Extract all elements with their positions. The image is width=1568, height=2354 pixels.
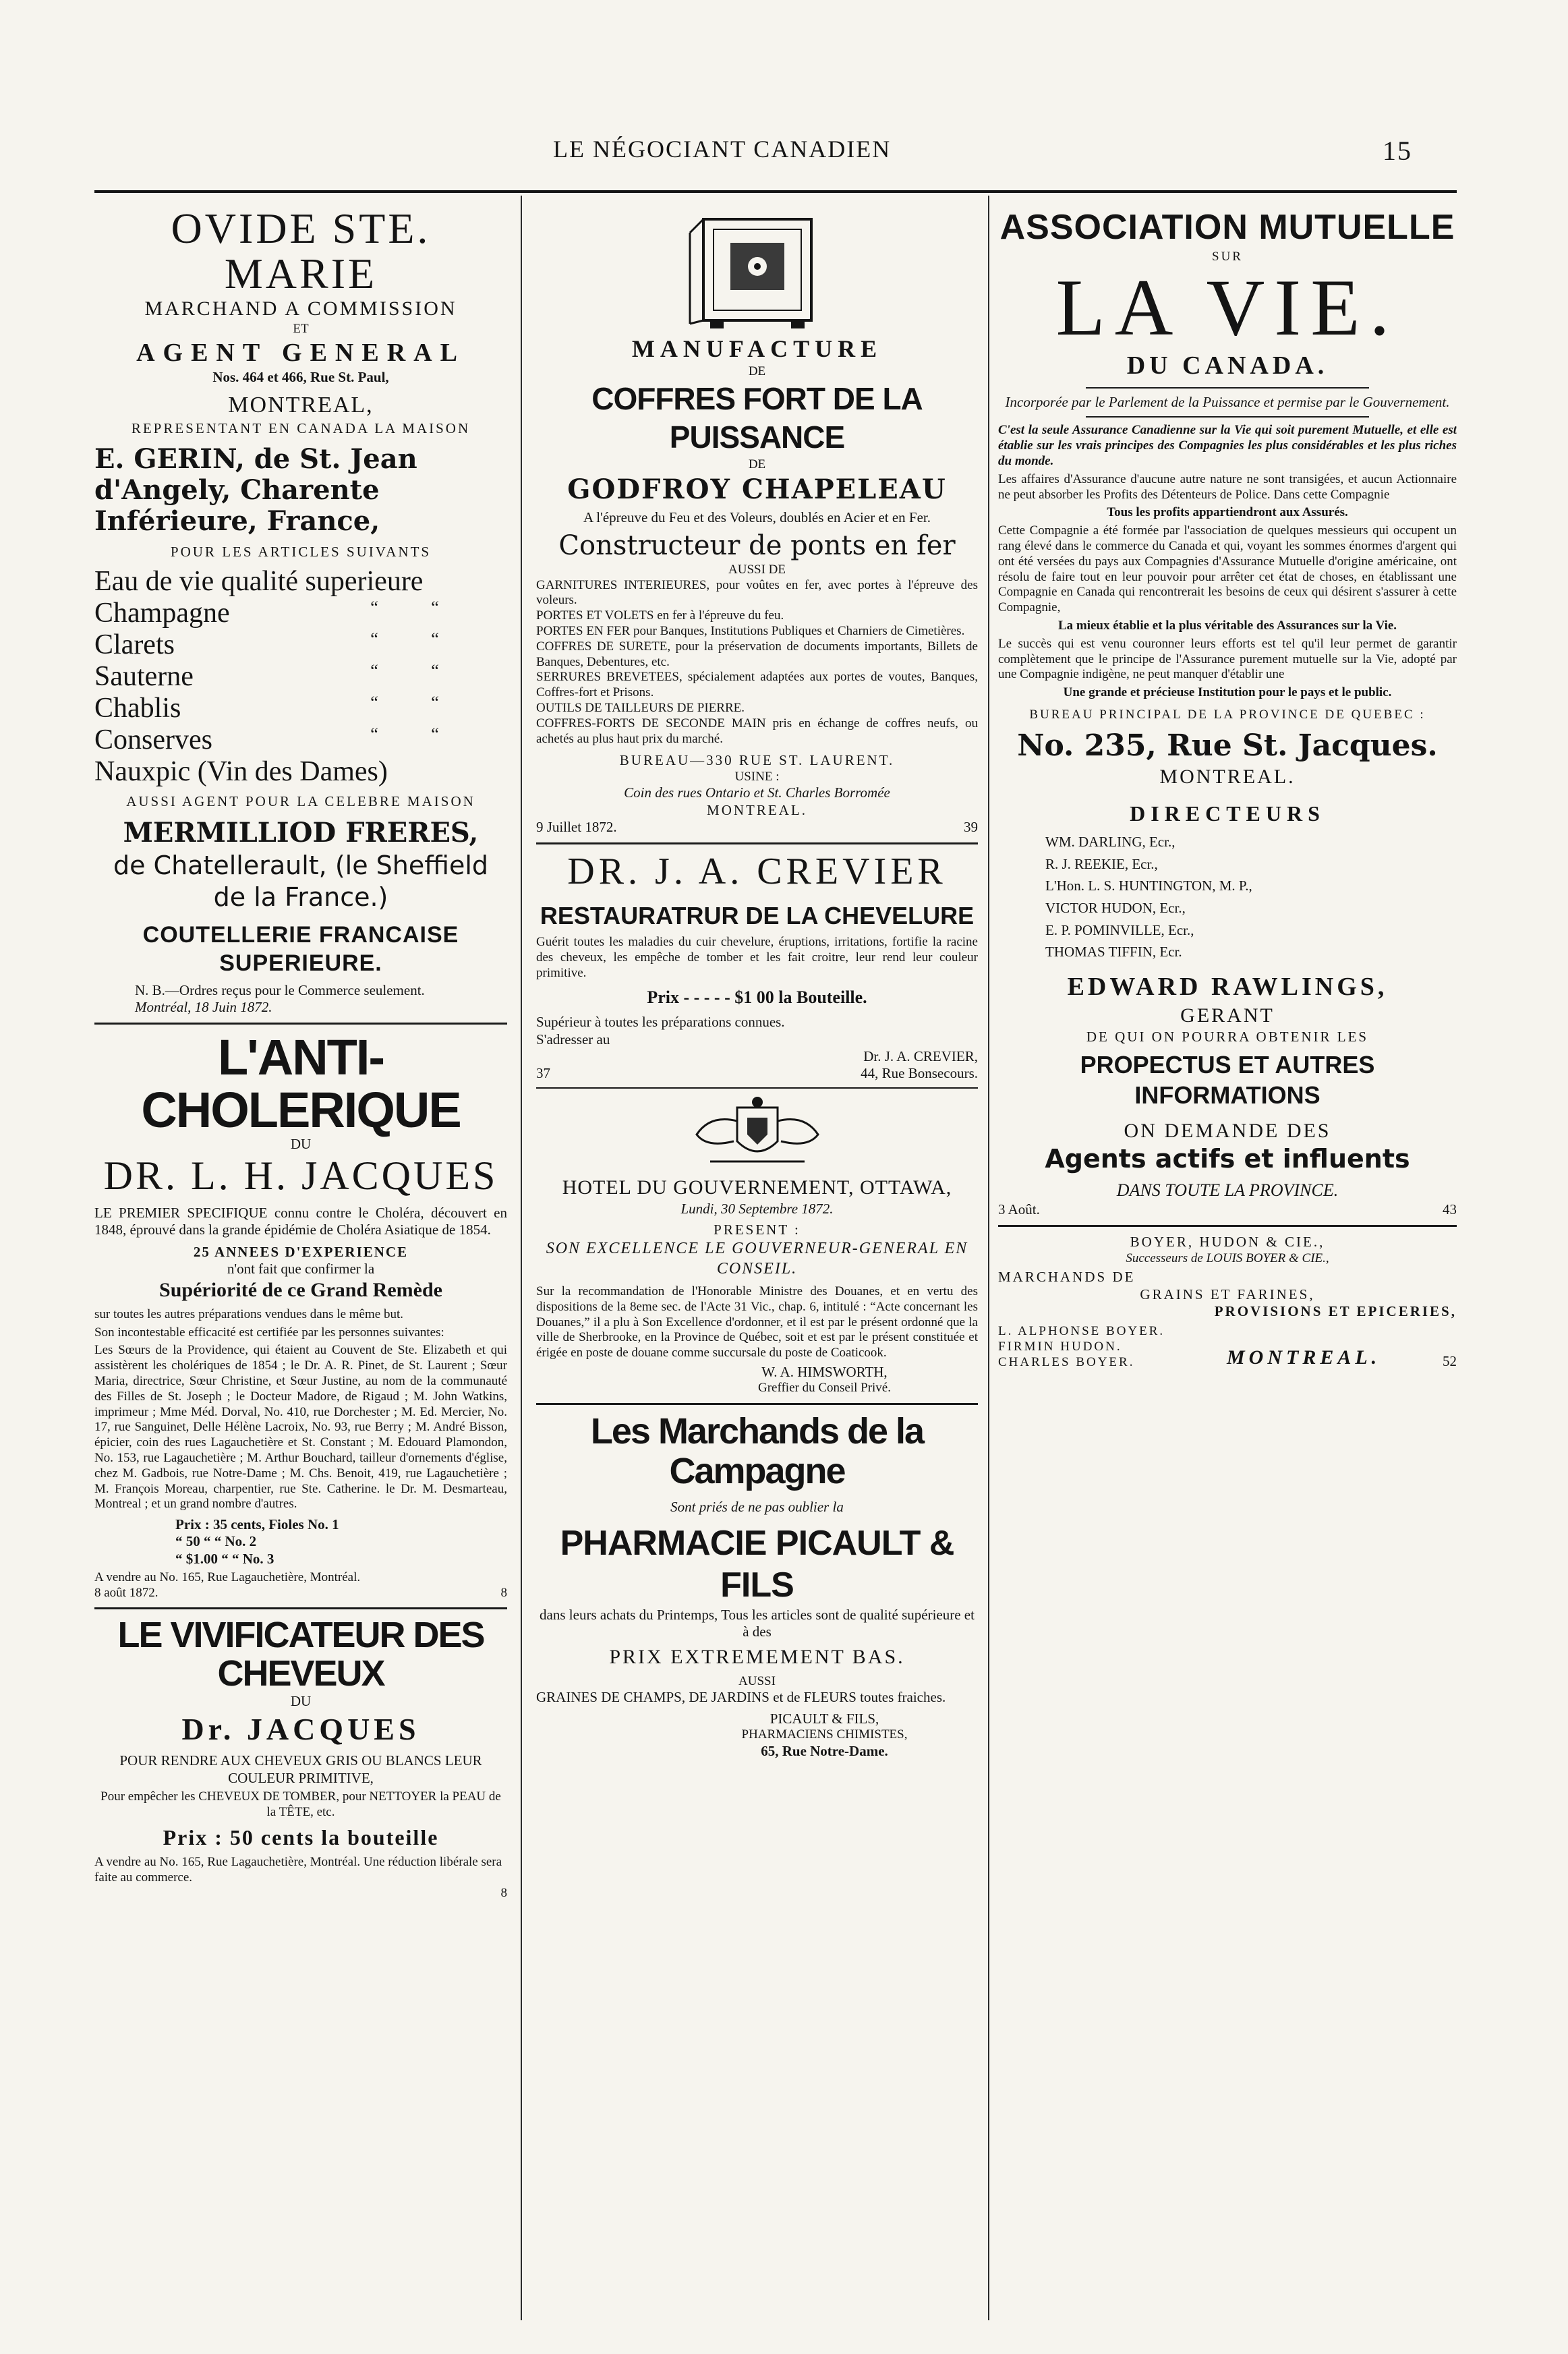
list-item: CHARLES BOYER. xyxy=(998,1354,1135,1369)
safe-illustration-icon xyxy=(683,206,832,334)
ad-separator xyxy=(1086,387,1369,389)
ad-address: No. 235, Rue St. Jacques. xyxy=(1017,728,1438,763)
ad-text: PRESENT : xyxy=(714,1221,801,1238)
ad-text: Les affaires d'Assurance d'aucune autre nature ne sont transigées, et aucun Actionnaire ne peut absorber les Profits des Détenteurs de Police. Dans cette Compagnie xyxy=(998,471,1457,502)
column-2 xyxy=(536,206,978,2314)
ad-heading: LE VIVIFICATEUR DES CHEVEUX xyxy=(117,1615,484,1694)
item-name: Nauxpic (Vin des Dames) xyxy=(94,756,388,788)
header-rule xyxy=(94,190,1457,193)
ad-separator xyxy=(998,1225,1457,1227)
ad-text: dans leurs achats du Printemps, Tous les articles sont de qualité supérieure et à des xyxy=(540,1606,975,1640)
ad-text: C'est la seule Assurance Canadienne sur la Vie qui soit purement Mutuelle, et elle est établie sur les vrais principes des Compagnies les plus considérables et les plus riches du monde. xyxy=(998,423,1457,469)
ad-text: La mieux établie et la plus véritable des Assurances sur la Vie. xyxy=(1057,619,1397,633)
ad-separator xyxy=(94,1023,507,1025)
ad-agents: Agents actifs et influents xyxy=(1045,1144,1410,1174)
ad-reference: 37 xyxy=(536,1064,550,1081)
ad-text: DE QUI ON POURRA OBTENIR LES xyxy=(1086,1028,1369,1045)
coat-of-arms-icon xyxy=(670,1094,845,1175)
ad-manager-title: GERANT xyxy=(1180,1004,1275,1027)
ad-text: Une grande et précieuse Institution pour le pays et le public. xyxy=(1063,685,1392,700)
ad-doctor-name: DR. L. H. JACQUES xyxy=(103,1153,498,1198)
ad-intro: A l'épreuve du Feu et des Voleurs, doublés en Acier et en Fer. xyxy=(583,509,931,525)
ad-doctor-name: Dr. JACQUES xyxy=(181,1711,420,1746)
ad-text: MARCHANDS DE xyxy=(998,1269,1136,1286)
ad-separator xyxy=(536,1087,978,1089)
ad-representation: REPRESENTANT EN CANADA LA MAISON xyxy=(131,420,471,436)
ad-sale-address: A vendre au No. 165, Rue Lagauchetière, Montréal. xyxy=(94,1570,361,1584)
ad-price: Prix - - - - - $1 00 la Bouteille. xyxy=(647,987,867,1007)
list-item: GARNITURES INTERIEURES, pour voûtes en fer, avec portes à l'épreuve des voleurs. xyxy=(536,577,978,608)
ad-date: 9 Juillet 1872. xyxy=(536,818,617,835)
ad-date: Lundi, 30 Septembre 1872. xyxy=(680,1200,834,1217)
ad-heading: OVIDE STE. MARIE xyxy=(171,206,431,298)
ad-item-list xyxy=(94,566,507,788)
column-1 xyxy=(94,206,507,2314)
item-name: Eau de vie qualité superieure xyxy=(94,566,424,598)
ad-date: 8 août 1872. xyxy=(94,1585,158,1600)
ad-heading: BOYER, HUDON & CIE., xyxy=(1130,1234,1325,1251)
ad-heading: RESTAURATRUR DE LA CHEVELURE xyxy=(540,902,975,930)
ditto-mark: “ xyxy=(431,661,439,681)
list-item: L. ALPHONSE BOYER. xyxy=(998,1324,1165,1339)
ditto-mark: “ xyxy=(431,598,439,618)
ad-marchands xyxy=(536,1412,978,1760)
list-item: SERRURES BREVETEES, spécialement adaptées aux portes de voutes, Banques, Coffres-fort et Prisons. xyxy=(536,670,978,700)
ad-footer xyxy=(998,1201,1457,1218)
ad-connector: DU xyxy=(290,1136,312,1153)
ad-directors-list xyxy=(998,831,1457,963)
list-item: E. P. POMINVILLE, Ecr., xyxy=(1045,921,1194,938)
ad-subheading: DU CANADA. xyxy=(1126,351,1329,380)
ad-separator xyxy=(94,1607,507,1609)
ad-vivificateur xyxy=(94,1616,507,1901)
ad-firm-city: de Chatellerault, (le Sheffield de la France.) xyxy=(113,850,489,913)
price-line: Prix : 35 cents, Fioles No. 1 xyxy=(175,1516,339,1533)
ad-agent-title: AGENT GENERAL xyxy=(136,338,465,367)
ad-connector: AUSSI DE xyxy=(728,562,786,577)
ad-product-line: COUTELLERIE FRANCAISE SUPERIEURE. xyxy=(142,921,459,977)
ad-text: Tous les profits appartiendront aux Assurés. xyxy=(1107,505,1348,520)
ditto-mark: “ xyxy=(370,629,378,650)
item-name: Conserves xyxy=(94,724,212,756)
ditto-mark: “ xyxy=(370,724,378,745)
ad-heading: ASSOCIATION MUTUELLE xyxy=(999,208,1455,247)
ad-signer: W. A. HIMSWORTH, xyxy=(761,1363,888,1380)
ad-text: n'ont fait que confirmer la xyxy=(227,1261,375,1278)
ad-incorporation: Incorporée par le Parlement de la Puissance et permise par le Gouvernement. xyxy=(1005,394,1450,411)
ad-bureau: BUREAU—330 RUE ST. LAURENT. xyxy=(619,752,895,769)
ad-text: Successeurs de LOUIS BOYER & CIE., xyxy=(1126,1251,1329,1265)
ad-text: POUR RENDRE AUX CHEVEUX GRIS OU BLANCS LEUR COULEUR PRIMITIVE, xyxy=(119,1752,482,1786)
ad-sale-address: A vendre au No. 165, Rue Lagauchetière, Montréal. Une réduction libérale sera faite au commerce. xyxy=(94,1855,502,1885)
ad-anti-cholerique xyxy=(94,1031,507,1601)
ad-signer-title: PHARMACIENS CHIMISTES, xyxy=(741,1727,908,1742)
ad-reference: 39 xyxy=(964,818,978,835)
ad-usine-address: Coin des rues Ontario et St. Charles Borromée xyxy=(624,784,890,801)
price-line: “ 50 “ “ No. 2 xyxy=(175,1533,257,1550)
column-divider xyxy=(988,196,989,2320)
ad-footer xyxy=(536,1065,978,1082)
ad-city: MONTREAL. xyxy=(1227,1346,1381,1369)
ad-text: Le succès qui est venu couronner leurs efforts est tel qu'il leur permet de garantir complètement que le principe de l'Assurance purement mutuelle sur la Vie, adopté par une Compagnie indigène, ne peut manquer d'établir une xyxy=(998,636,1457,682)
item-name: Chablis xyxy=(94,693,181,724)
ad-subheading: PRIX EXTREMEMENT BAS. xyxy=(609,1646,905,1669)
ad-separator xyxy=(536,842,978,844)
ad-superiority: Supériorité de ce Grand Remède xyxy=(159,1279,442,1302)
ad-reference: 43 xyxy=(1443,1201,1457,1218)
ad-reference: 52 xyxy=(1443,1353,1457,1370)
ad-separator xyxy=(536,1403,978,1405)
ad-footer xyxy=(94,1586,507,1601)
ditto-mark: “ xyxy=(431,629,439,650)
ad-heading: HOTEL DU GOUVERNEMENT, OTTAWA, xyxy=(562,1176,952,1199)
ad-city: MONTREAL. xyxy=(707,801,807,818)
ad-heading: L'ANTI-CHOLERIQUE xyxy=(141,1029,461,1138)
ad-reference: 8 xyxy=(500,1885,507,1900)
ad-text: Son incontestable efficacité est certifiée par les personnes suivantes: xyxy=(94,1325,444,1340)
list-item xyxy=(94,756,507,788)
ad-text: S'adresser au xyxy=(536,1031,610,1047)
ad-note: N. B.—Ordres reçus pour le Commerce seulement. xyxy=(135,981,425,998)
ad-signer: PICAULT & FILS, xyxy=(770,1710,879,1727)
list-item: WM. DARLING, Ecr., xyxy=(1045,834,1175,851)
running-head xyxy=(0,135,1568,175)
column-3 xyxy=(998,206,1457,2314)
ad-articles-label: POUR LES ARTICLES SUIVANTS xyxy=(170,544,432,561)
ad-connector: ET xyxy=(293,321,309,336)
ad-firm-name: MERMILLIOD FRERES, xyxy=(123,816,479,849)
ad-text: GRAINS ET FARINES, xyxy=(1140,1286,1315,1302)
list-item: FIRMIN HUDON. xyxy=(998,1339,1122,1354)
ad-text: Cette Compagnie a été formée par l'association de quelques messieurs qui occupent un rang élevé dans le commerce du Canada et qui, voyant les sommes énormes d'argent qui ont été versées du pays aux Compagnies d'Assurance Mutuelle d'origine américaine, ont résolu de faire tout en leur pouvoir pour arrêter cet état de choses, en établissant une Compagnie en Canada qui rencontrerait les besoins de ceux qui désirent s'assurer à cette Compagnie, xyxy=(998,523,1457,615)
ad-pharmacy-name: PHARMACIE PICAULT & FILS xyxy=(560,1523,954,1605)
ad-text: Guérit toutes les maladies du cuir chevelure, éruptions, irritations, fortifie la racine des cheveux, les empêche de tomber et les fait croitre, leur rend leur couleur primitive. xyxy=(536,935,978,981)
ad-connector: DU xyxy=(290,1692,312,1709)
ad-boyer-hudon xyxy=(998,1234,1457,1370)
ad-address: Nos. 464 et 466, Rue St. Paul, xyxy=(212,369,389,386)
ad-manager: EDWARD RAWLINGS, xyxy=(1067,972,1388,1001)
ad-address: Dr. J. A. CREVIER, xyxy=(863,1047,978,1064)
list-item: PORTES EN FER pour Banques, Institutions Publiques et Charniers de Cimetières. xyxy=(536,623,965,638)
ad-address: 65, Rue Notre-Dame. xyxy=(761,1742,888,1759)
ad-intro: LE PREMIER SPECIFIQUE connu contre le Choléra, découvert en 1848, éprouvé dans la grande épidémie de Choléra Asiatique de 1854. xyxy=(94,1204,507,1238)
ad-separator xyxy=(1086,416,1369,418)
ditto-mark: “ xyxy=(370,598,378,618)
item-name: Champagne xyxy=(94,598,230,629)
ad-date: Montréal, 18 Juin 1872. xyxy=(135,998,272,1015)
ad-footer xyxy=(998,1324,1457,1370)
list-item xyxy=(94,598,507,629)
ad-coffres-fort xyxy=(536,206,978,836)
ad-text: GRAINES DE CHAMPS, DE JARDINS et de FLEURS toutes fraiches. xyxy=(536,1689,946,1706)
ditto-mark: “ xyxy=(370,693,378,713)
ad-footer xyxy=(536,819,978,836)
ad-connector: AUSSI xyxy=(738,1673,776,1688)
page-number: 15 xyxy=(1383,136,1412,166)
ad-price: Prix : 50 cents la bouteille xyxy=(163,1825,439,1850)
list-item: VICTOR HUDON, Ecr., xyxy=(1045,899,1186,916)
ad-owner: GODFROY CHAPELEAU xyxy=(567,473,947,505)
list-item xyxy=(94,629,507,661)
ad-usine-label: USINE : xyxy=(734,769,780,784)
ad-crevier xyxy=(536,851,978,1082)
list-item: R. J. REEKIE, Ecr., xyxy=(1045,855,1158,872)
ad-text: Sont priés de ne pas oublier la xyxy=(670,1498,844,1515)
ad-date: 3 Août. xyxy=(998,1201,1040,1218)
ad-text: ON DEMANDE DES xyxy=(1124,1119,1331,1142)
list-item xyxy=(94,693,507,724)
list-item xyxy=(94,724,507,756)
ad-big-title: LA VIE. xyxy=(1055,262,1399,352)
ad-represented-house: E. GERIN, de St. Jean d'Angely, Charente Inférieure, France, xyxy=(94,443,417,538)
ad-text: sur toutes les autres préparations vendues dans le même but. xyxy=(94,1307,403,1321)
ad-subheading: MARCHAND A COMMISSION xyxy=(144,297,457,320)
ad-reference: 8 xyxy=(500,1585,507,1600)
ad-doctor-name: DR. J. A. CREVIER xyxy=(567,850,947,892)
ad-directors-title: DIRECTEURS xyxy=(1130,801,1325,826)
list-item: COFFRES DE SURETE, pour la préservation de documents importants, Billets de Banques, Debentures, etc. xyxy=(536,639,978,669)
list-item: THOMAS TIFFIN, Ecr. xyxy=(1045,944,1182,960)
ad-bureau: BUREAU PRINCIPAL DE LA PROVINCE DE QUEBEC : xyxy=(1029,708,1426,722)
ad-text: Sur la recommandation de l'Honorable Ministre des Douanes, et en vertu des dispositions de la 8eme sec. de l'Acte 31 Vic., chap. 6, intitulé : “Acte concernant les Douanes,” il a plu à Son Excellence d'ordonner, et il est par le présent ordonné que la ville de Sherbrooke, en la Province de Québec, soit et est par le présent constituée et érigée en poste de douane comme succursale du poste de Coaticook. xyxy=(536,1284,978,1360)
ad-government-notice xyxy=(536,1094,978,1396)
list-item xyxy=(94,566,507,598)
ad-label: MANUFACTURE xyxy=(631,335,883,362)
ad-text: Supérieur à toutes les préparations connues. xyxy=(536,1014,785,1031)
price-line: “ $1.00 “ “ No. 3 xyxy=(175,1550,274,1567)
ditto-mark: “ xyxy=(431,693,439,713)
list-item: L'Hon. L. S. HUNTINGTON, M. P., xyxy=(1045,878,1252,894)
ad-agency-note: AUSSI AGENT POUR LA CELEBRE MAISON xyxy=(126,793,475,810)
ad-connector: SUR xyxy=(1212,250,1243,264)
ad-city: MONTREAL, xyxy=(228,393,374,418)
newspaper-title: LE NÉGOCIANT CANADIEN xyxy=(553,136,892,163)
ad-heading: Les Marchands de la Campagne xyxy=(590,1410,924,1492)
ad-province: DANS TOUTE LA PROVINCE. xyxy=(1116,1180,1339,1200)
ditto-mark: “ xyxy=(370,661,378,681)
ad-heading: COFFRES FORT DE LA PUISSANCE xyxy=(591,380,923,455)
ad-testimonials: Les Sœurs de la Providence, qui étaient au Couvent de Ste. Elizabeth et qui assistèrent les cholériques de 1854 ; le Dr. A. R. Pinet, de St. Laurent ; Sœur Maria, directrice, Sœur Christine, et Sœur Justine, au nom de la communauté des Filles de St. Joseph ; le Docteur Madore, de Rigaud ; M. John Watkins, imprimeur ; Mme Méd. Dorval, No. 410, rue Dorchester ; M. Ed. Mercier, No. 17, rue Sanguinet, Delle Hélène Lacroix, No. 93, rue Berry ; M. André Bisson, épicier, coin des rues Lagauchetière et St. Constant ; M. Edouard Plamondon, No. 153, rue Lagauchetière ; M. Arthur Bouchard, tailleur d'ornements d'église, chez M. Gadbois, rue Notre-Dame ; M. Chs. Benoit, 419, rue Lagauchetière ; M. François Moreau, charpentier, rue Ste. Catherine. le Dr. M. Desmarteau, Montreal ; et un grand nombre d'autres. xyxy=(94,1343,507,1512)
list-item: OUTILS DE TAILLEURS DE PIERRE. xyxy=(536,700,745,715)
ad-association-mutuelle xyxy=(998,206,1457,1218)
ad-subheading: SON EXCELLENCE LE GOUVERNEUR-GENERAL EN CONSEIL. xyxy=(546,1240,968,1278)
ad-text: PROVISIONS ET EPICERIES, xyxy=(1214,1302,1457,1319)
ad-connector: DE xyxy=(748,364,766,378)
item-name: Clarets xyxy=(94,629,175,661)
item-name: Sauterne xyxy=(94,661,194,693)
column-divider xyxy=(521,196,522,2320)
ad-address: 44, Rue Bonsecours. xyxy=(861,1064,978,1081)
ditto-mark: “ xyxy=(431,724,439,745)
ad-signer-title: Greffier du Conseil Privé. xyxy=(758,1381,891,1396)
ad-partners xyxy=(998,1324,1165,1370)
ad-subheading: PROPECTUS ET AUTRES INFORMATIONS xyxy=(1080,1050,1375,1109)
ad-subheading: Constructeur de ponts en fer xyxy=(558,529,956,561)
list-item: PORTES ET VOLETS en fer à l'épreuve du feu. xyxy=(536,608,784,623)
ad-city: MONTREAL. xyxy=(1159,765,1296,788)
ad-item-list xyxy=(536,578,978,747)
list-item: COFFRES-FORTS DE SECONDE MAIN pris en échange de coffres neufs, ou achetés au plus haut prix du marché. xyxy=(536,716,978,746)
ad-ovide-ste-marie xyxy=(94,206,507,1016)
ad-connector: DE xyxy=(748,457,766,471)
list-item xyxy=(94,661,507,693)
ad-text: Pour empêcher les CHEVEUX DE TOMBER, pour NETTOYER la PEAU de la TÊTE, etc. xyxy=(100,1789,501,1819)
ad-years: 25 ANNEES D'EXPERIENCE xyxy=(193,1243,409,1260)
